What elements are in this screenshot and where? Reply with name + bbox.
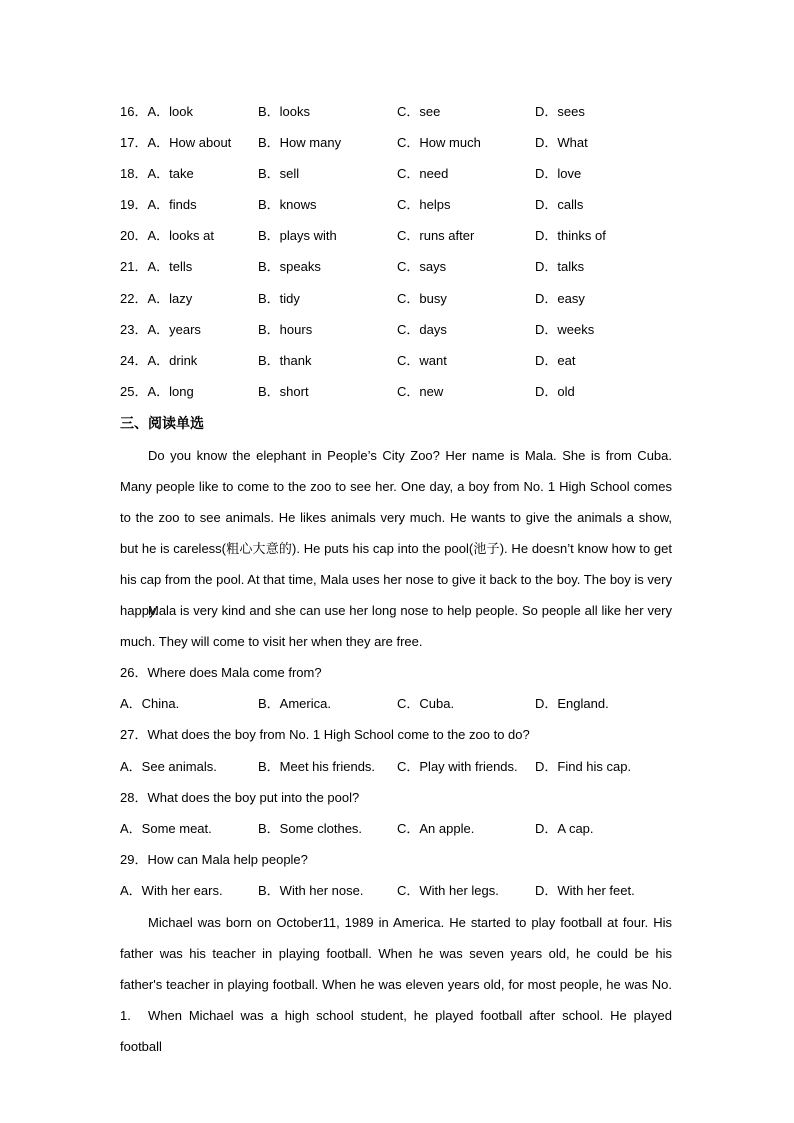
option-b[interactable]: B．Meet his friends. — [258, 759, 376, 774]
option-b[interactable]: B．looks — [258, 104, 311, 119]
option-d[interactable]: D．What — [535, 135, 588, 150]
option-d[interactable]: D．England. — [535, 696, 609, 711]
option-d[interactable]: D．calls — [535, 197, 584, 212]
passage-paragraph: Mala is very kind and she can use her long nose to help people. So people all like her very much. They will come to visit her when they are free. — [120, 603, 672, 649]
option-row — [120, 819, 680, 839]
option-d[interactable]: D．Find his cap. — [535, 759, 632, 774]
option-a[interactable]: A．With her ears. — [120, 883, 223, 898]
option-b[interactable]: B．tidy — [258, 291, 300, 306]
passage-paragraph: When Michael was a high school student, he played football after school. He played football — [120, 1008, 672, 1054]
option-a[interactable]: 19．A．finds — [120, 197, 197, 212]
question-stem: 28．What does the boy put into the pool? — [120, 790, 360, 805]
option-b[interactable]: B．Some clothes. — [258, 821, 363, 836]
option-row — [120, 351, 680, 371]
option-d[interactable]: D．weeks — [535, 322, 595, 337]
option-d[interactable]: D．love — [535, 166, 582, 181]
option-c[interactable]: C．busy — [397, 291, 447, 306]
option-d[interactable]: D．old — [535, 384, 575, 399]
option-c[interactable]: C．Cuba. — [397, 696, 455, 711]
option-c[interactable]: C．With her legs. — [397, 883, 499, 898]
option-b[interactable]: B．America. — [258, 696, 331, 711]
option-c[interactable]: C．helps — [397, 197, 451, 212]
option-row — [120, 257, 680, 277]
option-b[interactable]: B．speaks — [258, 259, 321, 274]
option-a[interactable]: 23．A．years — [120, 322, 201, 337]
option-c[interactable]: C．new — [397, 384, 444, 399]
option-c[interactable]: C．An apple. — [397, 821, 475, 836]
option-b[interactable]: B．knows — [258, 197, 317, 212]
option-b[interactable]: B．plays with — [258, 228, 337, 243]
option-a[interactable]: A．See animals. — [120, 759, 217, 774]
option-d[interactable]: D．A cap. — [535, 821, 594, 836]
option-row — [120, 195, 680, 215]
question-stem: 27．What does the boy from No. 1 High School come to the zoo to do? — [120, 727, 530, 742]
option-row — [120, 694, 680, 714]
option-c[interactable]: C．says — [397, 259, 447, 274]
section-title: 三、阅读单选 — [120, 415, 204, 431]
option-a[interactable]: 25．A．long — [120, 384, 194, 399]
question-stem: 26．Where does Mala come from? — [120, 665, 322, 680]
passage-paragraph: Do you know the elephant in People’s City Zoo? Her name is Mala. She is from Cuba. Many people like to come to the zoo to see her. One day, a boy from No. 1 High School comes to the zoo to see animals. He likes animals very much. He wants to give the animals a show, but he is careless(粗心大意的). He puts his cap into the pool(池子). He doesn’t know how to get his cap from the pool. At that time, Mala uses her nose to give it back to the boy. The boy is very happy. — [120, 448, 672, 618]
option-row — [120, 881, 680, 901]
option-a[interactable]: 18．A．take — [120, 166, 194, 181]
passage-paragraph: Michael was born on October11, 1989 in America. He started to play football at four. His father was his teacher in playing football. When he was seven years old, he could be his father's teacher in playing football. When he was eleven years old, for most people, he was No. 1. — [120, 915, 672, 1023]
option-a[interactable]: 22．A．lazy — [120, 291, 193, 306]
option-row — [120, 320, 680, 340]
option-b[interactable]: B．thank — [258, 353, 312, 368]
option-a[interactable]: 21．A．tells — [120, 259, 193, 274]
option-d[interactable]: D．easy — [535, 291, 585, 306]
option-c[interactable]: C．days — [397, 322, 447, 337]
option-a[interactable]: 24．A．drink — [120, 353, 198, 368]
option-b[interactable]: B．hours — [258, 322, 313, 337]
option-row — [120, 382, 680, 402]
option-d[interactable]: D．sees — [535, 104, 585, 119]
option-row — [120, 226, 680, 246]
option-row — [120, 289, 680, 309]
option-row — [120, 133, 680, 153]
option-d[interactable]: D．thinks of — [535, 228, 606, 243]
option-b[interactable]: B．With her nose. — [258, 883, 364, 898]
option-c[interactable]: C．see — [397, 104, 441, 119]
option-d[interactable]: D．With her feet. — [535, 883, 635, 898]
option-row — [120, 102, 680, 122]
option-row — [120, 757, 680, 777]
option-c[interactable]: C．How much — [397, 135, 481, 150]
option-row — [120, 164, 680, 184]
option-c[interactable]: C．runs after — [397, 228, 475, 243]
option-a[interactable]: A．China. — [120, 696, 180, 711]
option-b[interactable]: B．sell — [258, 166, 300, 181]
option-c[interactable]: C．Play with friends. — [397, 759, 518, 774]
option-b[interactable]: B．How many — [258, 135, 342, 150]
option-c[interactable]: C．need — [397, 166, 449, 181]
question-stem: 29．How can Mala help people? — [120, 852, 308, 867]
option-c[interactable]: C．want — [397, 353, 447, 368]
option-d[interactable]: D．talks — [535, 259, 585, 274]
option-b[interactable]: B．short — [258, 384, 309, 399]
option-a[interactable]: 16．A．look — [120, 104, 193, 119]
option-a[interactable]: 17．A．How about — [120, 135, 232, 150]
option-d[interactable]: D．eat — [535, 353, 576, 368]
option-a[interactable]: A．Some meat. — [120, 821, 212, 836]
option-a[interactable]: 20．A．looks at — [120, 228, 214, 243]
